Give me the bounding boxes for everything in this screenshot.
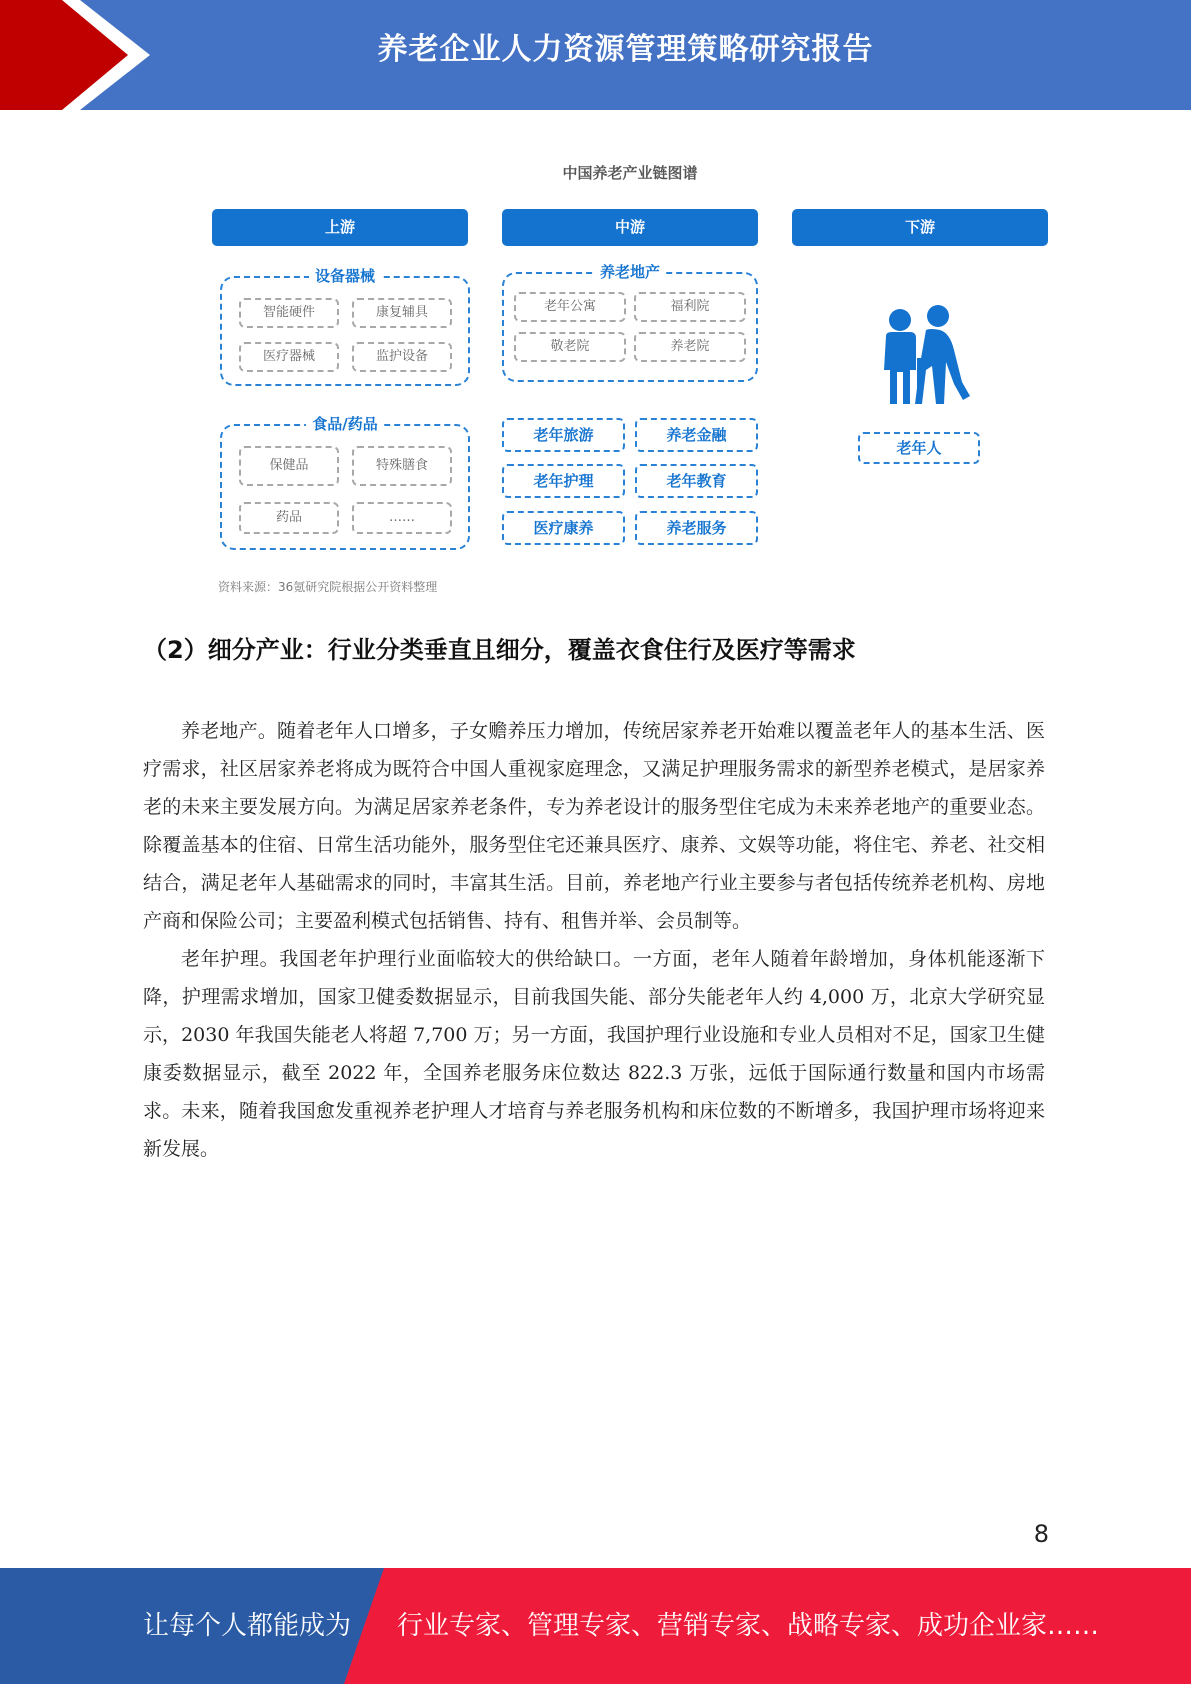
- column-head-upstream: 上游: [212, 209, 468, 246]
- section-heading: （2）细分产业：行业分类垂直且细分，覆盖衣食住行及医疗等需求: [143, 636, 856, 664]
- page-header: [0, 0, 1191, 110]
- column-head-downstream: 下游: [792, 209, 1048, 246]
- service-chip: 养老金融: [635, 418, 758, 452]
- chip-item: 医疗器械: [239, 342, 339, 372]
- chip-item: 保健品: [239, 446, 339, 486]
- downstream-elderly-chip: 老年人: [858, 432, 980, 464]
- service-chip: 老年教育: [635, 464, 758, 498]
- paragraph-real-estate: 养老地产。随着老年人口增多，子女赡养压力增加，传统居家养老开始难以覆盖老年人的基本生活、医疗需求，社区居家养老将成为既符合中国人重视家庭理念，又满足护理服务需求的新型养老模式，是居家养老的未来主要发展方向。为满足居家养老条件，专为养老设计的服务型住宅成为未来养老地产的重要业态。除覆盖基本的住宿、日常生活功能外，服务型住宅还兼具医疗、康养、文娱等功能，将住宅、养老、社交相结合，满足老年人基础需求的同时，丰富其生活。目前，养老地产行业主要参与者包括传统养老机构、房地产商和保险公司；主要盈利模式包括销售、持有、租售并举、会员制等。: [143, 720, 1045, 932]
- group-food-medicine: [220, 415, 470, 550]
- diagram-title: 中国养老产业链图谱: [562, 164, 698, 182]
- footer-slogan-left: 让每个人都能成为: [143, 1611, 352, 1641]
- group-label-real-estate: 养老地产: [594, 263, 666, 281]
- chip-item: 敬老院: [514, 332, 626, 362]
- chip-item: 特殊膳食: [352, 446, 452, 486]
- paragraph-nursing: 老年护理。我国老年护理行业面临较大的供给缺口。一方面，老年人随着年龄增加，身体机能逐渐下降，护理需求增加，国家卫健委数据显示，目前我国失能、部分失能老年人约 4,000 万，北京大学研究显示，2030 年我国失能老人将超 7,700 万；另一方面，我国护理行业设施和专业人员相对不足，国家卫生健康委数据显示，截至 2022 年，全国养老服务床位数达 822.3 万张，远低于国际通行数量和国内市场需求。未来，随着我国愈发重视养老护理人才培育与养老服务机构和床位数的不断增多，我国护理市场将迎来新发展。: [143, 948, 1045, 1160]
- group-label-equipment: 设备器械: [309, 267, 381, 285]
- page-number: 8: [1033, 1520, 1049, 1548]
- group-equipment: [220, 267, 470, 386]
- diagram-source: 资料来源：36氪研究院根据公开资料整理: [218, 580, 438, 594]
- chip-item: 康复辅具: [352, 298, 452, 328]
- page-footer: [0, 1568, 1191, 1684]
- elderly-couple-icon: [870, 300, 980, 410]
- group-real-estate: [502, 263, 758, 382]
- group-label-food-medicine: 食品/药品: [306, 415, 383, 433]
- chip-item: 老年公寓: [514, 292, 626, 322]
- chip-item: ……: [352, 502, 452, 534]
- body-text: [143, 712, 1045, 1168]
- chip-item: 养老院: [634, 332, 746, 362]
- service-chip: 医疗康养: [502, 511, 625, 545]
- chip-item: 智能硬件: [239, 298, 339, 328]
- service-chip: 老年护理: [502, 464, 625, 498]
- chip-item: 福利院: [634, 292, 746, 322]
- chip-item: 监护设备: [352, 342, 452, 372]
- service-chip: 老年旅游: [502, 418, 625, 452]
- footer-slogan-right: 行业专家、管理专家、营销专家、战略专家、成功企业家……: [397, 1611, 1100, 1641]
- column-head-midstream: 中游: [502, 209, 758, 246]
- report-title: 养老企业人力资源管理策略研究报告: [377, 32, 874, 67]
- service-chip: 养老服务: [635, 511, 758, 545]
- chip-item: 药品: [239, 502, 339, 534]
- industry-chain-diagram: [210, 152, 1050, 602]
